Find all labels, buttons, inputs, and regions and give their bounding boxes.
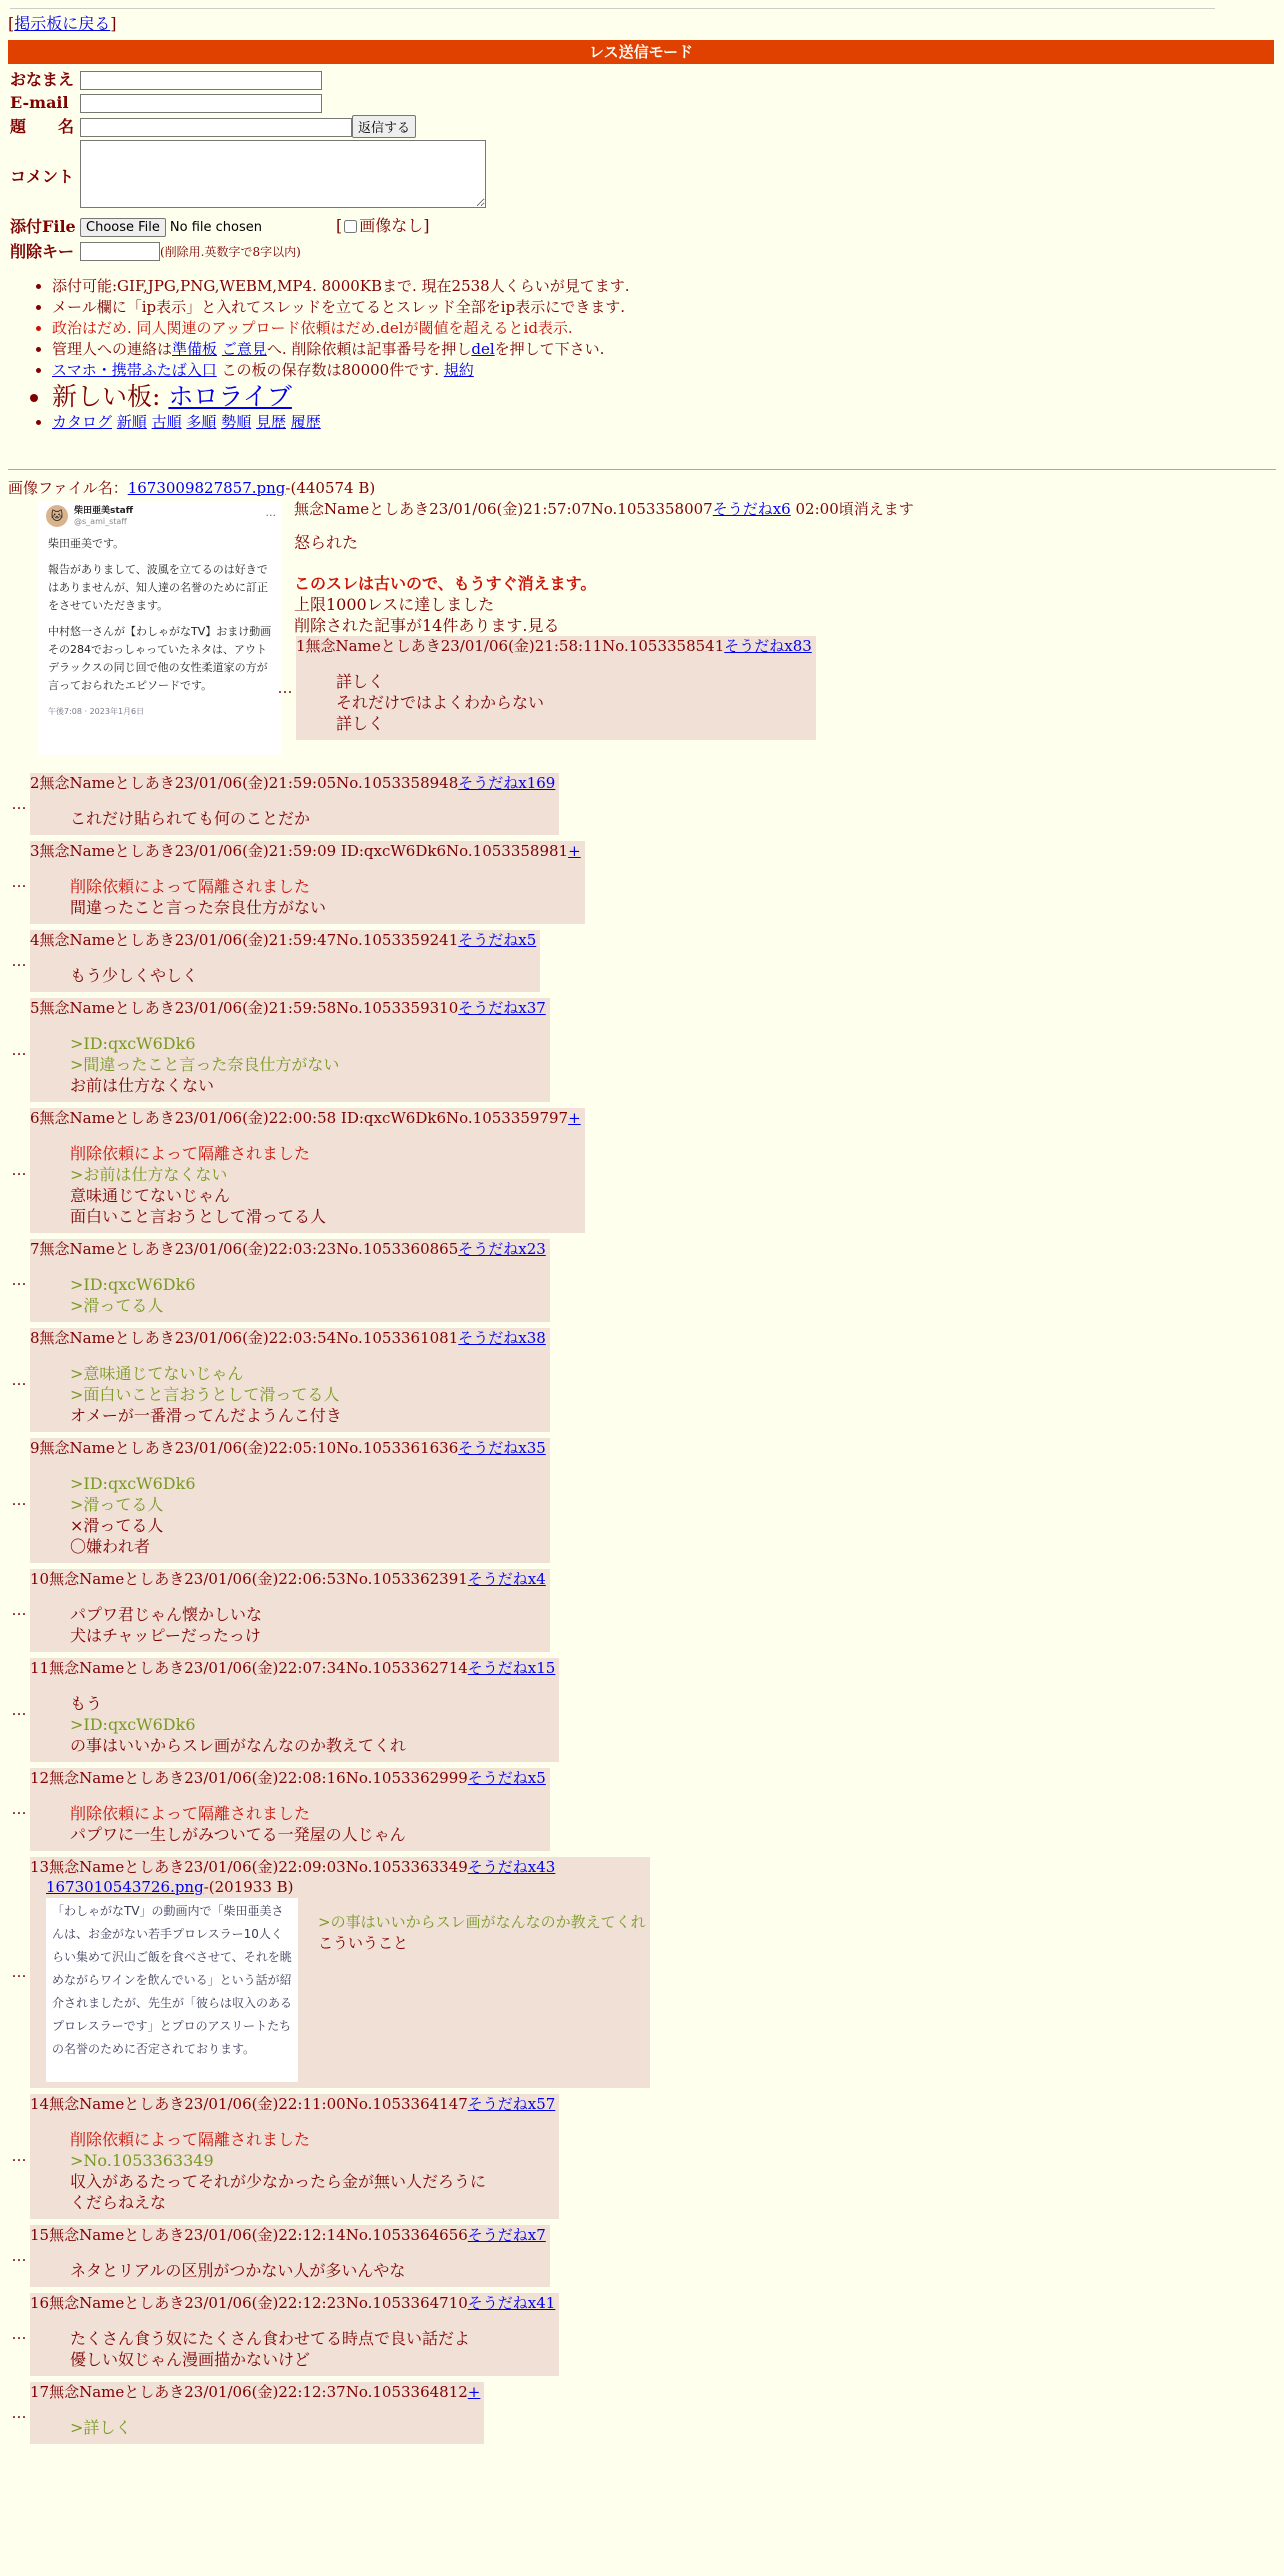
reply-box [30,1569,550,1652]
reply-info: 7無念Nameとしあき23/01/06(金)22:03:23No.1053360865そうだねx23 [30,1240,546,1258]
sodane-link[interactable]: そうだねx83 [724,637,812,655]
reply-line: >ID:qxcW6Dk6 [70,1715,196,1734]
reply-box [30,773,559,835]
op-info: 無念Nameとしあき23/01/06(金)21:57:07No.1053358007そうだねx6 02:00頃消えます [294,500,914,518]
deleted-notice: 削除された記事が14件あります.見る [294,616,560,635]
ellipsis-marker: … [11,2403,27,2422]
reply-post [8,2225,1276,2287]
sodane-link[interactable]: そうだねx169 [458,774,556,792]
rule-item: • 政治はだめ. 同人関連のアップロード依頼はだめ.delが閾値を超えるとid表示. [52,318,1276,339]
reply-line: それだけではよくわからない [336,693,545,712]
reply-line: >詳しく [70,2418,132,2437]
op-file-link[interactable]: 1673009827857.png [127,479,286,497]
reply-post [8,1768,1276,1851]
reply-body [70,965,536,986]
sodane-link[interactable]: そうだねx37 [458,999,546,1017]
reply-box [30,2382,484,2444]
op-file-line: 画像ファイル名：1673009827857.png-(440574 B) [8,479,376,497]
sort-new-link[interactable]: 新順 [116,413,147,431]
reply-body [70,1604,546,1646]
reply-info: 1無念Nameとしあき23/01/06(金)21:58:11No.1053358541そうだねx83 [296,637,812,655]
reply-post [8,930,1276,992]
reply-line: パプワ君じゃん懐かしいな [70,1605,263,1624]
reply-body [70,2417,480,2438]
reply-info: 4無念Nameとしあき23/01/06(金)21:59:47No.1053359241そうだねx5 [30,931,537,949]
tweet-author: 柴田亜美staff [74,505,134,516]
reply-line: くだらねえな [70,2193,167,2212]
delkey-note: (削除用.英数字で8字以内) [160,245,301,259]
no-file-text: No file chosen [169,220,262,235]
tweet-handle: @s_ami_staff [74,516,127,526]
reply-line: >ID:qxcW6Dk6 [70,1275,196,1294]
reply-body [70,1803,546,1845]
reply-info: 9無念Nameとしあき23/01/06(金)22:05:10No.1053361636そうだねx35 [30,1439,546,1457]
avatar: 🐱 [46,505,68,527]
comment-textarea[interactable] [80,140,486,208]
reply-post [8,841,1276,924]
reply-line: 収入があるたってそれが少なかったら金が無い人だろうに [70,2172,487,2191]
reply-line: >お前は仕方なくない [70,1165,228,1184]
reply-info: 6無念Nameとしあき23/01/06(金)22:00:58 ID:qxcW6Dk6No.1053359797+ [30,1109,581,1127]
reply-line: オメーが一番滑ってんだようんこ付き [70,1406,342,1425]
rule-item: • スマホ・携帯ふたば入口 この板の保存数は80000件です. 規約 [52,360,1276,381]
ellipsis-marker: … [11,1601,27,1619]
reply-line: もう少しくやしく [70,966,199,985]
reply-info: 12無念Nameとしあき23/01/06(金)22:08:16No.1053362999そうだねx5 [30,1769,546,1787]
sort-momentum-link[interactable]: 勢順 [221,413,252,431]
email-input[interactable] [80,94,322,113]
reply-body [70,1033,546,1096]
sodane-link[interactable]: そうだねx35 [458,1439,546,1457]
reply-info: 10無念Nameとしあき23/01/06(金)22:06:53No.1053362391そうだねx4 [30,1570,546,1588]
reply-post [8,998,1276,1102]
reply-line: 優しい奴じゃん漫画描かないけど [70,2350,311,2369]
file-label: 添付File [10,217,76,236]
reply-line: 削除依頼によって隔離されました [70,1804,311,1823]
reply-line: 削除依頼によって隔離されました [70,877,311,896]
reply-line: 犬はチャッピーだったっけ [70,1626,261,1645]
more-icon: ··· [265,509,276,522]
sodane-link[interactable]: そうだねx41 [467,2294,556,2312]
sodane-link[interactable]: + [568,1109,581,1127]
reply-body [70,1693,555,1756]
view-history-link[interactable]: 見歴 [255,413,286,431]
ellipsis-marker: … [11,1271,27,1289]
rule-item: • メール欄に「ip表示」と入れてスレッドを立てるとスレッド全部をip表示にできます. [52,297,1276,318]
reply-body [70,876,581,918]
reply-line: >滑ってる人 [70,1495,164,1514]
reply-info: 8無念Nameとしあき23/01/06(金)22:03:54No.1053361081そうだねx38 [30,1329,546,1347]
reply-info: 17無念Nameとしあき23/01/06(金)22:12:37No.1053364812+ [30,2383,481,2401]
reply-body [70,2129,555,2213]
reply-file-link[interactable]: 1673010543726.png [46,1878,204,1896]
reply-list [8,773,1276,2444]
reply-line: >間違ったこと言った奈良仕方がない [70,1055,340,1074]
reply-line: >No.1053363349 [70,2151,214,2170]
tweet-text: 柴田亜美です。 [48,537,125,550]
name-label: おなまえ [10,70,75,89]
catalog-links [52,412,1276,433]
history-link[interactable]: 履歴 [290,413,321,431]
ellipsis-marker: … [11,1370,27,1389]
reply-info: 11無念Nameとしあき23/01/06(金)22:07:34No.1053362714そうだねx15 [30,1659,556,1677]
reply-box [30,1108,585,1233]
op-text [277,499,1274,740]
reply-box [296,636,816,740]
reply-box [30,1328,550,1432]
reply-line: 削除依頼によって隔離されました [70,1144,311,1163]
reply-info: 2無念Nameとしあき23/01/06(金)21:59:05No.1053358948そうだねx169 [30,774,556,792]
reply-post [8,1569,1276,1652]
reply-post [8,1108,1276,1233]
reply-body [70,2260,546,2281]
ellipsis-marker: … [11,2325,27,2343]
reply-line: パプワに一生しがみついてる一発屋の人じゃん [70,1825,406,1844]
reply-post [8,2293,1276,2376]
reply-line: >ID:qxcW6Dk6 [70,1034,196,1053]
delkey-input[interactable] [80,242,160,261]
ellipsis-marker: … [11,951,27,970]
reply-body [318,1912,646,2082]
reply-line: >面白いこと言おうとして滑ってる人 [70,1385,340,1404]
reply-info: 14無念Nameとしあき23/01/06(金)22:11:00No.1053364147そうだねx57 [30,2095,556,2113]
reply-line: 間違ったこと言った奈良仕方がない [70,898,327,917]
reply-info: 13無念Nameとしあき23/01/06(金)22:09:03No.1053363349そうだねx43 [30,1858,556,1876]
reply-line: の事はいいからスレ画がなんなのか教えてくれ [70,1736,407,1755]
op-body: 怒られた [294,533,359,552]
del-link[interactable]: del [471,340,495,358]
reply-line: お前は仕方なくない [70,1076,215,1095]
ellipsis-marker: … [11,2147,27,2165]
sodane-link[interactable]: + [568,842,581,860]
new-board-item: • 新しい板: ホロライブ [52,381,1276,412]
top-divider [10,8,1215,9]
reply-line: >ID:qxcW6Dk6 [70,1474,196,1493]
reply-line: こういうこと [318,1934,409,1952]
sodane-link[interactable]: そうだねx4 [467,1570,546,1588]
sodane-link[interactable]: そうだねx23 [458,1240,546,1258]
ellipsis-marker: … [11,1963,27,1981]
choose-file-button[interactable]: Choose File [80,218,166,237]
reply-post [274,636,1274,740]
reply-body [70,1143,581,1227]
reply-box [30,1658,559,1762]
reply-box [30,998,550,1102]
delkey-label: 削除キー [10,242,75,261]
reply-box [30,841,585,924]
reply-box [30,1438,550,1563]
reply-line: もう [70,1694,103,1713]
sodane-link[interactable]: そうだねx43 [467,1858,556,1876]
reply-line: たくさん食う奴にたくさん食わせてる時点で良い話だよ [70,2329,471,2348]
reply-post [8,773,1276,835]
reply-body [70,1363,546,1426]
limit-notice: 上限1000レスに達しました [294,595,495,614]
sodane-link[interactable]: そうだねx38 [458,1329,546,1347]
reply-line: >滑ってる人 [70,1296,164,1315]
junbi-board-link[interactable]: 準備板 [172,340,218,358]
reply-line: ×滑ってる人 [70,1516,164,1535]
reply-line: 意味通じてないじゃん [70,1186,231,1205]
reply-line: 詳しく [336,672,385,691]
mobile-entry-link[interactable]: スマホ・携帯ふたば入口 [52,361,217,379]
no-image-checkbox[interactable] [344,220,357,233]
ellipsis-marker: … [11,1491,27,1509]
new-board-link[interactable]: ホロライブ [168,382,292,411]
op-sodane-link[interactable]: そうだねx6 [712,500,791,518]
reply-line: 削除依頼によって隔離されました [70,2130,311,2149]
tweet-text: 報告がありまして、波風を立てるのは好きではありませんが、知人達の名誉のために訂正をさせていただきます。 [48,563,268,612]
reply-info: 16無念Nameとしあき23/01/06(金)22:12:23No.1053364710そうだねx41 [30,2294,556,2312]
tweet-time: 午後7:08 · 2023年1月6日 [48,707,145,716]
reply-line: 詳しく [336,714,385,733]
tweet-text: 中村悠一さんが【わしゃがなTV】おまけ動画その284でおっしゃっていたネタは、アウトデラックスの同じ回で他の女性柔道家の方が言っておられたエピソードです。 [48,625,272,692]
reply-post [8,1328,1276,1432]
sodane-link[interactable]: そうだねx5 [467,1769,546,1787]
reply-body [70,1274,546,1316]
reply-body [336,671,812,734]
reply-line: これだけ貼られても何のことだか [70,809,311,828]
ellipsis-marker: … [11,2246,27,2265]
opinion-link[interactable]: ご意見 [221,340,267,358]
ellipsis-marker: … [11,794,27,813]
subject-input[interactable] [80,118,352,137]
sodane-link[interactable]: そうだねx5 [458,931,537,949]
reply-body [70,1473,546,1557]
reply-body [70,808,555,829]
reply-line: 〇嫌われ者 [70,1537,151,1556]
op-thumbnail[interactable] [38,501,282,755]
ellipsis-marker: … [11,1161,27,1179]
ellipsis-marker: … [277,678,293,697]
reply-box [30,2293,559,2376]
sodane-link[interactable]: そうだねx7 [467,2226,546,2244]
ellipsis-marker: … [11,1700,27,1719]
reply-box [30,2094,559,2219]
reply-box [30,1239,550,1322]
subject-label: 題 名 [10,117,75,136]
reply-box [30,1768,550,1851]
rule-item: • 管理人への連絡は準備板 ご意見へ. 削除依頼は記事番号を押しdelを押して下さい. [52,339,1276,360]
op-post [8,499,1276,767]
reply-info: 5無念Nameとしあき23/01/06(金)21:59:58No.1053359310そうだねx37 [30,999,546,1017]
sort-old-link[interactable]: 古順 [151,413,182,431]
reply-box [30,2225,550,2287]
back-nav: [掲示板に戻る] [8,14,117,33]
board-rules [8,276,1276,433]
ellipsis-marker: … [11,1800,27,1818]
reply-thumbnail[interactable]: 「わしゃがなTV」の動画内で「柴田亜美さんは、お金がない若手プロレスラー10人くらい集めて沢山ご飯を食べさせて、それを眺めながらワインを飲んでいる」という話が紹介されましたが、先生が「彼らは収入のあるプロレスラーです」とプロのアスリートたちの名誉のために否定されております。 [46,1898,298,2082]
reply-info: 15無念Nameとしあき23/01/06(金)22:12:14No.1053364656そうだねx7 [30,2226,546,2244]
no-image-label: 画像なし [359,216,424,235]
thread-divider [8,469,1276,470]
rule-item: • 添付可能:GIF,JPG,PNG,WEBM,MP4. 8000KBまで. 現在2538人くらいが見てます. [52,276,1276,297]
email-label: E-mail [10,93,69,112]
reply-info: 3無念Nameとしあき23/01/06(金)21:59:09 ID:qxcW6Dk6No.1053358981+ [30,842,581,860]
submit-button[interactable]: 返信する [352,115,416,138]
sort-many-link[interactable]: 多順 [186,413,217,431]
name-input[interactable] [80,71,322,90]
reply-post [8,1658,1276,1762]
comment-label: コメント [10,167,75,186]
ellipsis-marker: … [11,1040,27,1059]
reply-line: ネタとリアルの区別がつかない人が多いんやな [70,2261,406,2280]
reply-line: >の事はいいからスレ画がなんなのか教えてくれ [318,1913,646,1931]
reply-line: >意味通じてないじゃん [70,1364,244,1383]
reply-post [8,1857,1276,2088]
reply-line: 面白いこと言おうとして滑ってる人 [70,1207,327,1226]
sodane-link[interactable]: + [467,2383,481,2401]
reply-mode-bar: レス送信モード [8,40,1274,64]
reply-box [30,930,540,992]
terms-link[interactable]: 規約 [443,361,474,379]
back-to-board-link[interactable]: 掲示板に戻る [14,14,111,33]
reply-box [30,1857,650,2088]
post-form: おなまえ E-mail 題 名 返信する コメント 添付File Choose File No file chosen [ 画像なし] 削除キー (削除用.英数字で8字以内) [8,68,488,264]
reply-file-line: 1673010543726.png-(201933 B) [46,1878,294,1896]
reply-post [8,2094,1276,2219]
reply-body [70,2328,555,2370]
reply-post [8,1239,1276,1322]
reply-post [8,2382,1276,2444]
reply-post [8,1438,1276,1563]
ellipsis-marker: … [11,873,27,891]
old-thread-warning: このスレは古いので、もうすぐ消えます。 [294,574,597,593]
sodane-link[interactable]: そうだねx15 [467,1659,556,1677]
catalog-link[interactable]: カタログ [52,413,113,431]
sodane-link[interactable]: そうだねx57 [467,2095,556,2113]
